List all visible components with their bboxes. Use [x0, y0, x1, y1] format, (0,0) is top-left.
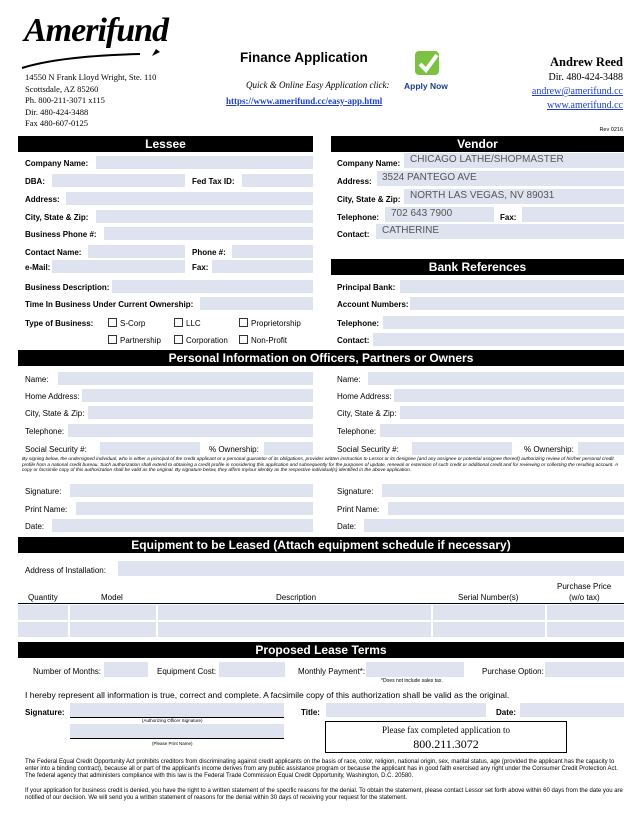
- principal-bank-field[interactable]: [400, 280, 624, 293]
- address-line: Scottsdale, AZ 85260: [25, 83, 99, 94]
- officer1-telephone-label: Telephone:: [25, 427, 65, 436]
- fed-tax-field[interactable]: [242, 174, 313, 187]
- officer1-ownership-field[interactable]: [264, 442, 313, 455]
- vendor-contact-label: Contact:: [337, 230, 370, 239]
- fax-field[interactable]: [212, 260, 313, 273]
- denial-notice: If your application for business credit is denied, you have the right to a written statement of the specific reasons for the denial. To obtain the statement, please contact Lessor set forth above within 60 days from the date you are notified of our decision. We will send you a written statement of reasons for the denial within 30 days of receiving your request for the statement.: [25, 788, 623, 801]
- rep-phone: Dir. 480-424-3488: [548, 72, 623, 83]
- non-profit-label: Non-Profit: [251, 336, 288, 345]
- address-line: Ph. 800-211-3071 x115: [25, 95, 105, 105]
- officer2-date-field[interactable]: [364, 519, 624, 532]
- officer1-signature-field[interactable]: [70, 484, 313, 497]
- installation-address-field[interactable]: [118, 561, 624, 576]
- fax-label: Fax:: [192, 263, 209, 272]
- equipment-cell[interactable]: [433, 605, 545, 620]
- account-numbers-label: Account Numbers:: [337, 300, 409, 309]
- equipment-cost-field[interactable]: [219, 662, 285, 677]
- address-line: 14550 N Frank Lloyd Wright, Ste. 110: [25, 72, 157, 82]
- corporation-checkbox[interactable]: [174, 335, 183, 344]
- business-description-label: Business Description:: [25, 283, 110, 292]
- officer1-ssn-label: Social Security #:: [25, 445, 87, 454]
- corporation-label: Corporation: [186, 336, 228, 345]
- email-field[interactable]: [52, 260, 185, 273]
- officer2-ssn-field[interactable]: [412, 442, 512, 455]
- officer1-date-field[interactable]: [52, 519, 313, 532]
- officer1-home-address-field[interactable]: [82, 389, 313, 402]
- vendor-city-value: NORTH LAS VEGAS, NV 89031: [410, 190, 555, 201]
- officer1-print-name-field[interactable]: [76, 502, 313, 515]
- address-label: Address:: [25, 195, 60, 204]
- bank-contact-label: Contact:: [337, 336, 370, 345]
- company-address: [25, 72, 156, 130]
- col-purchase-price: Purchase Price: [557, 582, 612, 591]
- apply-link[interactable]: https://www.amerifund.cc/easy-app.html: [226, 96, 383, 106]
- quick-online-text: Quick & Online Easy Application click:: [246, 80, 390, 90]
- officer2-signature-field[interactable]: [382, 484, 624, 497]
- officer1-date-label: Date:: [25, 522, 45, 531]
- lessee-header: Lessee: [18, 136, 313, 152]
- logo-swoosh-icon: [20, 48, 160, 72]
- final-signature-field[interactable]: [70, 703, 284, 717]
- officer1-city-field[interactable]: [88, 406, 313, 419]
- officer2-city-field[interactable]: [400, 406, 624, 419]
- months-field[interactable]: [104, 662, 148, 677]
- officer1-ownership-label: % Ownership:: [209, 445, 259, 454]
- officer2-ownership-field[interactable]: [578, 442, 624, 455]
- equipment-cell[interactable]: [18, 605, 68, 620]
- proprietorship-label: Proprietorship: [251, 319, 301, 328]
- officer1-city-label: City, State & Zip:: [25, 409, 85, 418]
- business-phone-field[interactable]: [104, 227, 313, 240]
- col-description: Description: [276, 593, 317, 602]
- officer2-name-field[interactable]: [368, 372, 624, 385]
- equipment-cell[interactable]: [433, 622, 545, 637]
- rep-name: Andrew Reed: [549, 55, 623, 69]
- llc-label: LLC: [186, 319, 201, 328]
- months-label: Number of Months:: [33, 667, 102, 676]
- final-title-label: Title:: [301, 708, 320, 717]
- dba-label: DBA:: [25, 177, 45, 186]
- llc-checkbox[interactable]: [174, 318, 183, 327]
- print-name-line: [70, 738, 284, 739]
- officer1-signature-label: Signature:: [25, 487, 62, 496]
- fax-number: 800.211.3072: [413, 737, 479, 751]
- officer2-telephone-field[interactable]: [380, 424, 624, 437]
- business-phone-label: Business Phone #:: [25, 230, 97, 239]
- checkmark-icon: [413, 49, 443, 79]
- officer1-print-name-label: Print Name:: [25, 505, 68, 514]
- vendor-city-label: City, State & Zip:: [337, 195, 401, 204]
- bank-telephone-label: Telephone:: [337, 319, 380, 328]
- city-label: City, State & Zip:: [25, 213, 89, 222]
- contact-name-field[interactable]: [88, 245, 185, 258]
- equipment-cell[interactable]: [547, 605, 624, 620]
- monthly-payment-field[interactable]: [366, 662, 464, 677]
- form-title: Finance Application: [240, 50, 368, 65]
- officer1-name-label: Name:: [25, 375, 49, 384]
- bank-telephone-field[interactable]: [383, 316, 624, 329]
- email-label: e-Mail:: [25, 263, 51, 272]
- time-in-business-field[interactable]: [200, 297, 313, 310]
- phone-label: Phone #:: [192, 248, 226, 257]
- partnership-checkbox[interactable]: [108, 335, 117, 344]
- vendor-telephone-label: Telephone:: [337, 213, 380, 222]
- equipment-table-rule: [18, 603, 624, 604]
- phone-field[interactable]: [232, 245, 313, 258]
- authorizing-officer-caption: (Authorizing Officer Signature): [142, 718, 203, 723]
- final-date-field[interactable]: [520, 703, 624, 717]
- fax-box: [325, 721, 567, 753]
- monthly-payment-label: Monthly Payment*:: [298, 667, 366, 676]
- col-quantity: Quantity: [28, 593, 58, 602]
- vendor-fax-label: Fax:: [500, 213, 517, 222]
- dba-field[interactable]: [52, 174, 185, 187]
- business-description-field[interactable]: [112, 280, 313, 293]
- officers-header: Personal Information on Officers, Partners or Owners: [18, 350, 624, 366]
- equipment-cost-label: Equipment Cost:: [157, 667, 217, 676]
- final-date-label: Date:: [496, 708, 517, 717]
- non-profit-checkbox[interactable]: [239, 335, 248, 344]
- address-field[interactable]: [66, 192, 313, 205]
- equipment-cell[interactable]: [70, 622, 156, 637]
- officer2-city-label: City, State & Zip:: [337, 409, 397, 418]
- col-model: Model: [101, 593, 123, 602]
- officer1-telephone-field[interactable]: [68, 424, 313, 437]
- time-in-business-label: Time In Business Under Current Ownership:: [25, 300, 194, 309]
- sales-tax-note: *Does not include sales tax.: [381, 678, 443, 684]
- final-signature-label: Signature:: [25, 708, 65, 717]
- rep-email-link[interactable]: andrew@amerifund.cc: [531, 86, 623, 97]
- address-line: Fax 480-607-0125: [25, 118, 89, 128]
- officer2-home-address-field[interactable]: [394, 389, 624, 402]
- apply-now-button[interactable]: Apply Now: [404, 81, 448, 91]
- officer1-ssn-field[interactable]: [100, 442, 200, 455]
- vendor-address-value: 3524 PANTEGO AVE: [382, 172, 477, 183]
- officer2-home-address-label: Home Address:: [337, 392, 392, 401]
- revision-label: Rev 0216: [599, 127, 623, 133]
- vendor-company-value: CHICAGO LATHE/SHOPMASTER: [410, 154, 564, 165]
- address-line: Dir. 480-424-3488: [25, 106, 89, 117]
- proprietorship-checkbox[interactable]: [239, 318, 248, 327]
- officer1-home-address-label: Home Address:: [25, 392, 80, 401]
- officer2-ssn-label: Social Security #:: [337, 445, 399, 454]
- col-without-tax: (w/o tax): [569, 593, 600, 602]
- equipment-cell[interactable]: [547, 622, 624, 637]
- final-title-field[interactable]: [326, 703, 486, 717]
- rep-web-link[interactable]: www.amerifund.cc: [547, 100, 623, 111]
- bank-contact-field[interactable]: [373, 333, 624, 346]
- vendor-telephone-value: 702 643 7900: [391, 208, 453, 219]
- partnership-label: Partnership: [120, 336, 161, 345]
- account-numbers-field[interactable]: [410, 297, 624, 310]
- officer2-signature-label: Signature:: [337, 487, 374, 496]
- company-name-label: Company Name:: [25, 159, 89, 168]
- vendor-address-label: Address:: [337, 177, 372, 186]
- representation-statement: I hereby represent all information is true, correct and complete. A facsimile copy of this authorization shall be valid as the original.: [25, 690, 510, 700]
- equipment-header: Equipment to be Leased (Attach equipment schedule if necessary): [18, 537, 624, 553]
- print-name-caption: (Please Print Name): [152, 741, 193, 746]
- purchase-option-field[interactable]: [545, 662, 624, 677]
- vendor-contact-value: CATHERINE: [382, 225, 440, 236]
- vendor-header: Vendor: [331, 136, 624, 152]
- ecoa-notice: The Federal Equal Credit Opportunity Act prohibits creditors from discriminating against credit applicants on the basis of race, color, religion, national origin, sex, marital status, age (provided the applicant has the capacity to enter into a binding contract), because all or part of the applicant's income derives from any public assistance program or because the applicant has in good faith exercised any right under the Consumer Credit Protection Act. The federal agency that administers compliance with this law is the Federal Trade Commission Equal Credit Opportunity, Washington, D.C. 20580.: [25, 759, 618, 779]
- equipment-cell[interactable]: [18, 622, 68, 637]
- principal-bank-label: Principal Bank:: [337, 283, 396, 292]
- final-print-name-field[interactable]: [70, 724, 284, 738]
- bank-references-header: Bank References: [331, 259, 624, 275]
- s-corp-checkbox[interactable]: [108, 318, 117, 327]
- equipment-cell[interactable]: [158, 622, 431, 637]
- fed-tax-label: Fed Tax ID:: [192, 177, 235, 186]
- credit-authorization-disclaimer: By signing below, the undersigned individual, who is either a principal of the credit applicant or a personal guarantor of its obligations, provides written instruction to Lessor or its designee (and any assignee or potential assignee thereof) authorizing review of his/her personal credit profile from a national credit bureau. Such authorization shall extend to obtaining a credit profile in considering this application and subsequently for the purposes of update, renewal or extension of such credit or additional credit and for reviewing or collecting the resulting account. A copy or facsimile copy of this authorization shall be valid as the original. By signature below, they affirm my/our identity as the respective individual(s) identified in the above application.: [22, 457, 618, 474]
- purchase-option-label: Purchase Option:: [482, 667, 544, 676]
- type-of-business-label: Type of Business:: [25, 319, 94, 328]
- company-logo: Amerifund: [24, 12, 169, 49]
- company-name-field[interactable]: [96, 156, 313, 169]
- lease-terms-header: Proposed Lease Terms: [18, 642, 624, 658]
- installation-address-label: Address of Installation:: [25, 566, 106, 575]
- vendor-fax-field[interactable]: [522, 207, 624, 222]
- vendor-company-label: Company Name:: [337, 159, 401, 168]
- officer1-name-field[interactable]: [58, 372, 313, 385]
- officer2-name-label: Name:: [337, 375, 361, 384]
- officer2-print-name-field[interactable]: [388, 502, 624, 515]
- officer2-print-name-label: Print Name:: [337, 505, 380, 514]
- fax-prompt: Please fax completed application to: [382, 725, 510, 735]
- officer2-telephone-label: Telephone:: [337, 427, 377, 436]
- city-field[interactable]: [96, 210, 313, 223]
- officer2-ownership-label: % Ownership:: [524, 445, 574, 454]
- s-corp-label: S-Corp: [120, 319, 146, 328]
- col-serial: Serial Number(s): [458, 593, 519, 602]
- equipment-cell[interactable]: [70, 605, 156, 620]
- contact-name-label: Contact Name:: [25, 248, 82, 257]
- officer2-date-label: Date:: [337, 522, 357, 531]
- equipment-cell[interactable]: [158, 605, 431, 620]
